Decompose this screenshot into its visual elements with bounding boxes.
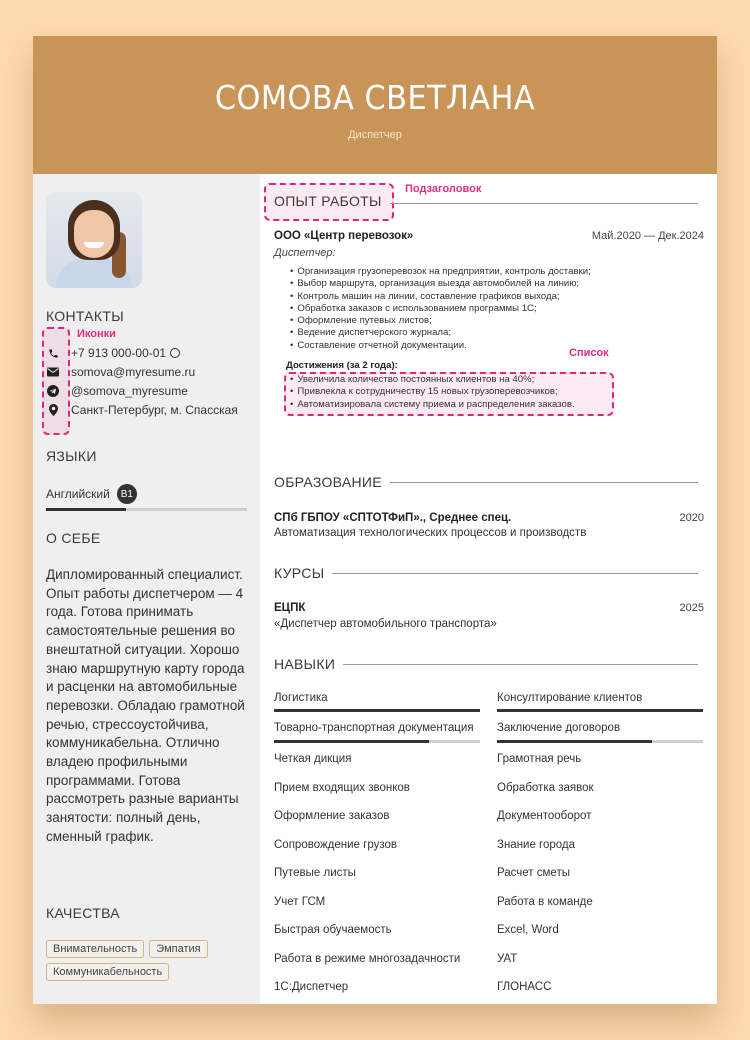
telegram-icon	[46, 384, 60, 398]
education-heading: ОБРАЗОВАНИЕ	[274, 474, 698, 490]
skill-item: Документооборот	[497, 810, 592, 822]
company-name: ООО «Центр перевозок»	[274, 230, 414, 242]
skill-item: Excel, Word	[497, 924, 559, 936]
skill-item: Работа в команде	[497, 896, 593, 908]
duties-list	[290, 266, 591, 352]
resume-page	[33, 36, 717, 1004]
skill-item: Заключение договоров	[497, 722, 621, 734]
whatsapp-icon	[170, 348, 180, 358]
candidate-role: Диспетчер	[348, 129, 402, 141]
job-role: Диспетчер:	[274, 247, 336, 259]
job-dates: Май.2020 — Дек.2024	[591, 230, 704, 242]
subheading-annotation-label: Подзаголовок	[405, 183, 482, 195]
skill-item: 1С:Диспетчер	[274, 981, 349, 993]
quality-tag: Внимательность	[46, 940, 144, 958]
skill-item: Путевые листы	[274, 867, 356, 879]
list-item: • Обработка заказов с использованием программы 1С;	[290, 303, 591, 315]
list-item: • Привлекла к сотрудничеству 15 новых грузоперевозчиков;	[290, 386, 575, 398]
qualities-tags	[46, 940, 251, 981]
skill-item: Товарно-транспортная документация	[274, 722, 474, 734]
achievements-list	[290, 374, 575, 411]
courses-heading: КУРСЫ	[274, 565, 698, 581]
list-item: • Автоматизировала систему приема и распределения заказов.	[290, 399, 575, 411]
skill-item: Расчет сметы	[497, 867, 570, 879]
sidebar	[33, 174, 260, 1004]
quality-tag: Эмпатия	[149, 940, 207, 958]
course-year: 2025	[679, 602, 704, 614]
contacts-title: КОНТАКТЫ	[46, 308, 124, 324]
language-item: Английский B1	[46, 484, 137, 504]
mail-icon	[46, 365, 60, 379]
contact-location: Санкт-Петербург, м. Спасская	[46, 401, 238, 419]
avatar	[46, 192, 142, 288]
skill-item: Обработка заявок	[497, 782, 594, 794]
contact-email[interactable]: somova@myresume.ru	[46, 363, 195, 381]
phone-icon	[46, 346, 60, 360]
achievements-title: Достижения (за 2 года):	[286, 360, 398, 371]
list-item: • Оформление путевых листов;	[290, 315, 591, 327]
skills-heading: НАВЫКИ	[274, 656, 698, 672]
qualities-title: КАЧЕСТВА	[46, 905, 120, 921]
skill-item: Оформление заказов	[274, 810, 390, 822]
main-content	[260, 174, 717, 1004]
skill-item: Быстрая обучаемость	[274, 924, 392, 936]
skill-item: Грамотная речь	[497, 753, 582, 765]
skill-item: УАТ	[497, 953, 518, 965]
skill-bar	[497, 709, 703, 712]
skill-item: Учет ГСМ	[274, 896, 326, 908]
list-item: • Составление отчетной документации.	[290, 340, 591, 352]
course-org: ЕЦПК	[274, 602, 306, 614]
skill-bar	[274, 740, 480, 743]
skill-item: Работа в режиме многозадачности	[274, 953, 461, 965]
languages-title: ЯЗЫКИ	[46, 448, 97, 464]
list-item: • Организация грузоперевозок на предприятии, контроль доставки;	[290, 266, 591, 278]
list-item: • Контроль машин на линии, составление графиков выхода;	[290, 291, 591, 303]
list-item: • Ведение диспетчерского журнала;	[290, 327, 591, 339]
list-annotation-label: Список	[569, 347, 609, 359]
skill-item: Четкая дикция	[274, 753, 352, 765]
about-text: Дипломированный специалист. Опыт работы диспетчером — 4 года. Готова принимать самостоятельные решения во внештатной ситуации. Хорошо знаю маршрутную карту города и расценки на автомобильные перевозки. Обладаю грамотной речью, стрессоустойчива, коммуникабельна. Отлично владею профильными программами. Готова рассмотреть разные варианты занятости: полный день, сменный график.	[46, 567, 245, 844]
skill-bar	[497, 740, 703, 743]
language-level-bar	[46, 508, 247, 511]
list-item: • Выбор маршрута, организация выезда автомобилей на линию;	[290, 278, 591, 290]
education-institution: СПб ГБПОУ «СПТОТФиП»., Среднее спец.	[274, 512, 512, 524]
resume-header	[33, 36, 717, 174]
skill-item: Сопровождение грузов	[274, 839, 397, 851]
course-name: «Диспетчер автомобильного транспорта»	[274, 618, 497, 630]
skill-item: Прием входящих звонков	[274, 782, 410, 794]
experience-heading: ОПЫТ РАБОТЫ	[274, 193, 698, 209]
icons-annotation-label: Иконки	[77, 328, 116, 340]
skill-item: Логистика	[274, 692, 328, 704]
skill-item: Консултирование клиентов	[497, 692, 643, 704]
about-title: О СЕБЕ	[46, 530, 101, 546]
contact-telegram[interactable]: @somova_myresume	[46, 382, 188, 400]
location-icon	[46, 403, 60, 417]
candidate-name: СОМОВА СВЕТЛАНА	[214, 78, 536, 117]
language-level-badge: B1	[117, 484, 137, 504]
list-item: • Увеличила количество постоянных клиентов на 40%;	[290, 374, 575, 386]
skill-item: ГЛОНАСС	[497, 981, 552, 993]
quality-tag: Коммуникабельность	[46, 963, 169, 981]
education-year: 2020	[679, 512, 704, 524]
skill-bar	[274, 709, 480, 712]
skill-item: Знание города	[497, 839, 576, 851]
contact-phone[interactable]: +7 913 000-00-01	[46, 344, 180, 362]
education-specialty: Автоматизация технологических процессов и производств	[274, 527, 587, 539]
